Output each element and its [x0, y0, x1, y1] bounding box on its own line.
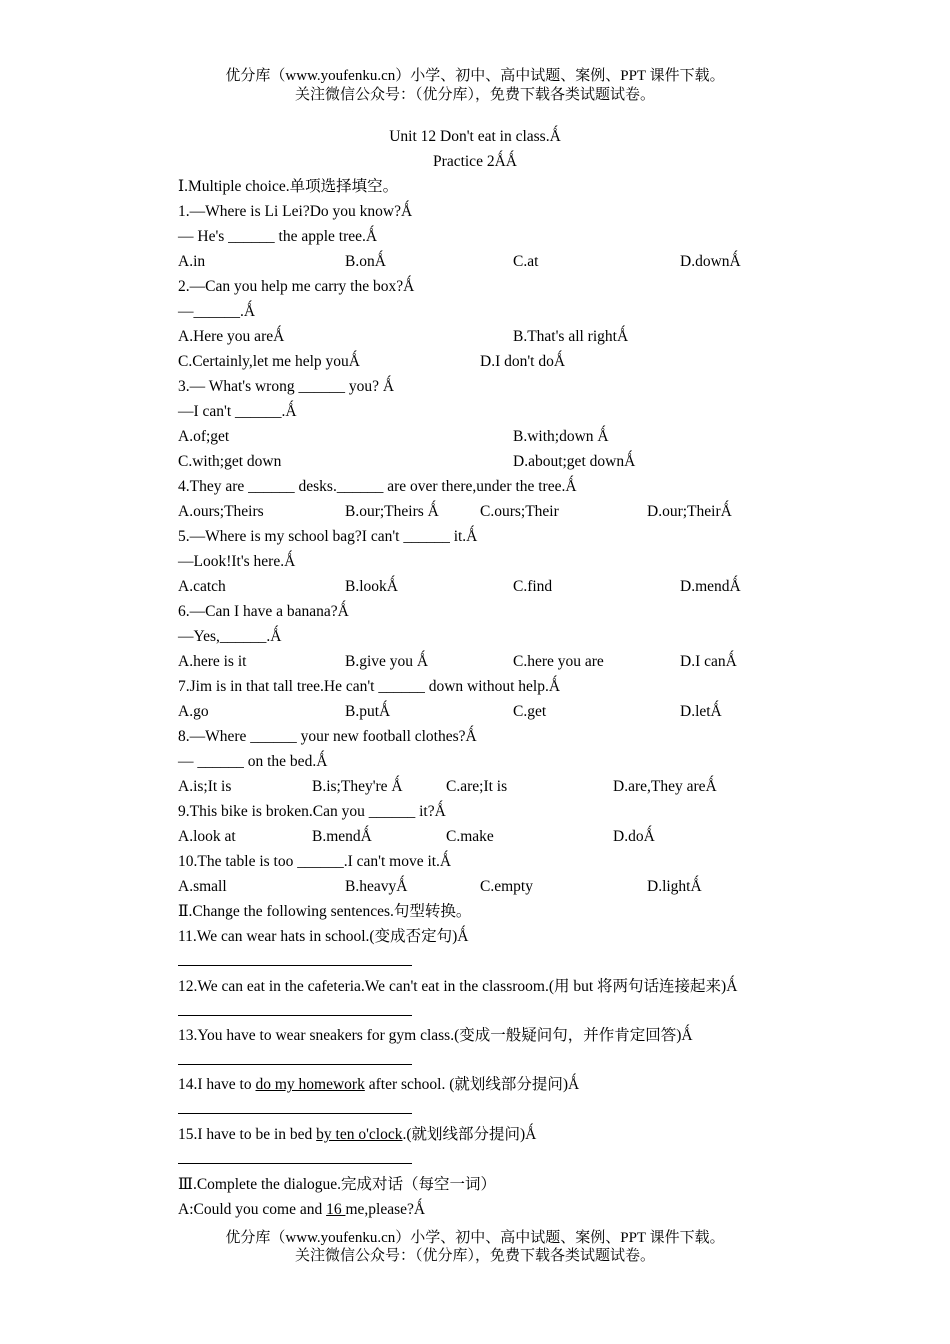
q6-option-c: C.here you are — [513, 653, 604, 670]
q6-option-d: D.I canǺ — [680, 653, 737, 670]
q11-answer-line[interactable] — [178, 965, 412, 966]
q12-stem: 12.We can eat in the cafeteria.We can't eat in the classroom.(用 but 将两句话连接起来)Ǻ — [178, 978, 738, 995]
q6-option-a: A.here is it — [178, 653, 247, 670]
page-title: Unit 12 Don't eat in class.Ǻ — [389, 128, 561, 145]
q13-answer-line[interactable] — [178, 1064, 412, 1065]
q7-option-b: B.putǺ — [345, 703, 391, 720]
q3-stem: 3.— What's wrong ______ you? Ǻ — [178, 378, 395, 395]
q5-response: —Look!It's here.Ǻ — [178, 553, 296, 570]
q8-response: — ______ on the bed.Ǻ — [178, 753, 328, 770]
section-2-heading: Ⅱ.Change the following sentences.句型转换。 — [178, 903, 472, 920]
q16-line — [178, 1200, 425, 1220]
q15-stem — [178, 1125, 536, 1145]
q5-option-c: C.find — [513, 578, 553, 595]
q5-stem: 5.—Where is my school bag?I can't ______ it.Ǻ — [178, 528, 478, 545]
q14-text-pre: 14.I have to — [178, 1076, 256, 1093]
q14-stem — [178, 1075, 579, 1095]
q7-stem: 7.Jim is in that tall tree.He can't ______ down without help.Ǻ — [178, 678, 561, 695]
q3-option-a: A.of;get — [178, 428, 230, 445]
q9-stem: 9.This bike is broken.Can you ______ it?Ǻ — [178, 803, 446, 820]
q3-option-d: D.about;get downǺ — [513, 453, 636, 470]
q1-stem: 1.—Where is Li Lei?Do you know?Ǻ — [178, 203, 413, 220]
q8-option-c: C.are;It is — [446, 778, 508, 795]
q5-option-d: D.mendǺ — [680, 578, 741, 595]
q3-option-b: B.with;down Ǻ — [513, 428, 609, 445]
q10-option-b: B.heavyǺ — [345, 878, 408, 895]
q6-stem: 6.—Can I have a banana?Ǻ — [178, 603, 349, 620]
q10-option-a: A.small — [178, 878, 227, 895]
q2-option-c: C.Certainly,let me help youǺ — [178, 353, 360, 370]
q2-option-b: B.That's all rightǺ — [513, 328, 629, 345]
q15-answer-line[interactable] — [178, 1163, 412, 1164]
q13-stem: 13.You have to wear sneakers for gym class.(变成一般疑问句，并作肯定回答)Ǻ — [178, 1027, 693, 1044]
q3-option-c: C.with;get down — [178, 453, 282, 470]
footer-line-1: 优分库（www.youfenku.cn）小学、初中、高中试题、案例、PPT 课件下载。 — [225, 1230, 725, 1246]
q1-option-a: A.in — [178, 253, 206, 270]
q5-option-a: A.catch — [178, 578, 226, 595]
q7-option-c: C.get — [513, 703, 547, 720]
q14-answer-line[interactable] — [178, 1113, 412, 1114]
q10-stem: 10.The table is too ______.I can't move it.Ǻ — [178, 853, 452, 870]
q5-option-b: B.lookǺ — [345, 578, 398, 595]
q9-option-d: D.doǺ — [613, 828, 655, 845]
q2-stem: 2.—Can you help me carry the box?Ǻ — [178, 278, 415, 295]
q15-text-post: .(就划线部分提问)Ǻ — [402, 1126, 537, 1143]
q10-option-c: C.empty — [480, 878, 533, 895]
q15-underlined-phrase: by ten o'clock — [316, 1126, 403, 1143]
q1-option-b: B.onǺ — [345, 253, 386, 270]
q11-stem: 11.We can wear hats in school.(变成否定句)Ǻ — [178, 928, 469, 945]
q9-option-b: B.mendǺ — [312, 828, 372, 845]
q14-text-post: after school. (就划线部分提问)Ǻ — [364, 1076, 580, 1093]
q8-option-b: B.is;They're Ǻ — [312, 778, 403, 795]
q14-underlined-phrase: do my homework — [255, 1076, 365, 1093]
q4-option-d: D.our;TheirǺ — [647, 503, 732, 520]
q16-blank[interactable]: 16 — [326, 1201, 346, 1218]
page-subtitle: Practice 2ǺǺ — [433, 153, 517, 170]
q1-response: — He's ______ the apple tree.Ǻ — [178, 228, 378, 245]
q16-text-pre: A:Could you come and — [178, 1201, 327, 1218]
q3-response: —I can't ______.Ǻ — [178, 403, 297, 420]
section-1-heading: Ⅰ.Multiple choice.单项选择填空。 — [178, 178, 399, 195]
section-3-heading: Ⅲ.Complete the dialogue.完成对话（每空一词） — [178, 1176, 497, 1193]
q12-answer-line[interactable] — [178, 1015, 412, 1016]
q8-option-a: A.is;It is — [178, 778, 232, 795]
q16-text-post: me,please?Ǻ — [345, 1201, 426, 1218]
q9-option-c: C.make — [446, 828, 494, 845]
footer-line-2: 关注微信公众号：（优分库），免费下载各类试题试卷。 — [294, 1248, 655, 1264]
q2-response: —______.Ǻ — [178, 303, 256, 320]
q8-option-d: D.are,They areǺ — [613, 778, 717, 795]
q9-option-a: A.look at — [178, 828, 236, 845]
q8-stem: 8.—Where ______ your new football clothes?Ǻ — [178, 728, 477, 745]
q1-option-c: C.at — [513, 253, 539, 270]
header-line-2: 关注微信公众号：（优分库），免费下载各类试题试卷。 — [294, 87, 655, 103]
q7-option-d: D.letǺ — [680, 703, 722, 720]
q4-option-b: B.our;Theirs Ǻ — [345, 503, 439, 520]
q6-option-b: B.give you Ǻ — [345, 653, 429, 670]
q15-text-pre: 15.I have to be in bed — [178, 1126, 317, 1143]
q4-stem: 4.They are ______ desks.______ are over there,under the tree.Ǻ — [178, 478, 577, 495]
q10-option-d: D.lightǺ — [647, 878, 702, 895]
q2-option-a: A.Here you areǺ — [178, 328, 285, 345]
header-line-1: 优分库（www.youfenku.cn）小学、初中、高中试题、案例、PPT 课件下载。 — [225, 68, 725, 84]
q1-option-d: D.downǺ — [680, 253, 741, 270]
q4-option-c: C.ours;Their — [480, 503, 559, 520]
q2-option-d: D.I don't doǺ — [480, 353, 566, 370]
q7-option-a: A.go — [178, 703, 209, 720]
q6-response: —Yes,______.Ǻ — [178, 628, 282, 645]
q4-option-a: A.ours;Theirs — [178, 503, 264, 520]
